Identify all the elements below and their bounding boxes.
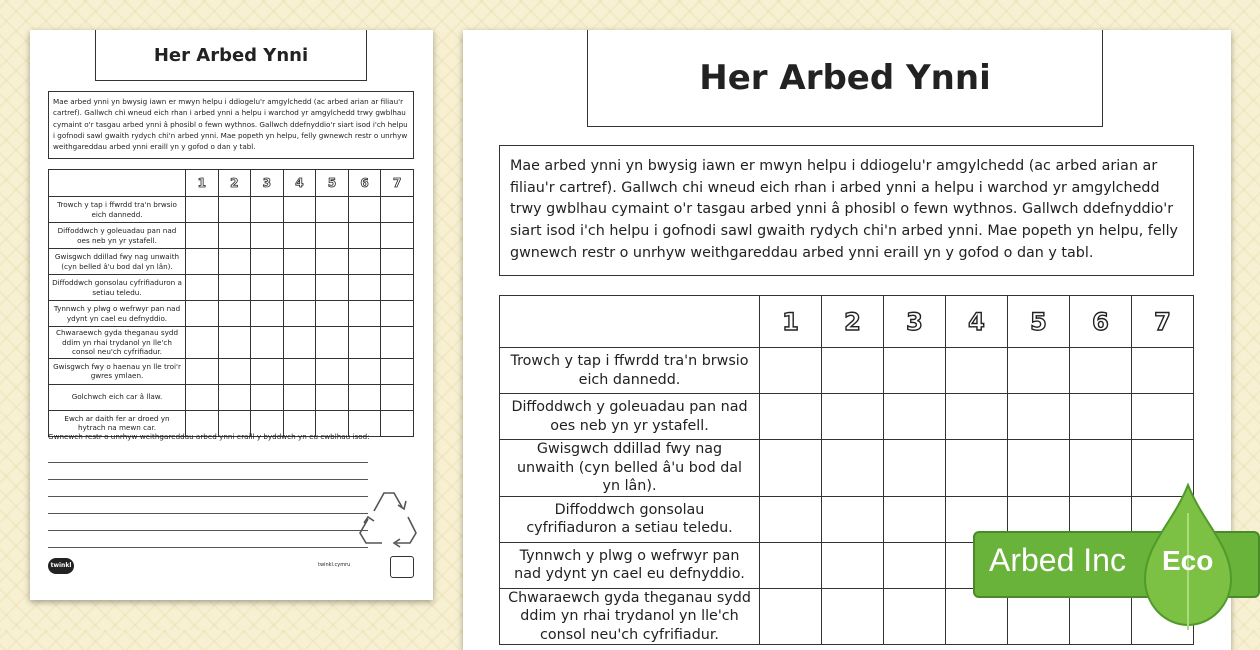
tally-cell[interactable]	[218, 301, 251, 327]
day-header-6: 6	[1070, 296, 1132, 348]
tally-cell[interactable]	[218, 197, 251, 223]
tally-cell[interactable]	[283, 197, 316, 223]
tally-cell[interactable]	[186, 275, 219, 301]
task-label: Trowch y tap i ffwrdd tra'n brwsio eich dannedd.	[49, 197, 186, 223]
tally-cell[interactable]	[884, 542, 946, 588]
tally-cell[interactable]	[381, 410, 414, 436]
task-label: Ewch ar daith fer ar droed yn hytrach na mewn car.	[49, 410, 186, 436]
day-header-5: 5	[1008, 296, 1070, 348]
twinkl-logo: twinkl	[48, 558, 74, 574]
day-header-1: 1	[186, 170, 219, 197]
task-label: Golchwch eich car â llaw.	[49, 384, 186, 410]
task-label: Diffoddwch y goleuadau pan nad oes neb yn yr ystafell.	[500, 394, 760, 440]
tally-cell[interactable]	[186, 197, 219, 223]
tally-cell[interactable]	[218, 275, 251, 301]
task-label: Diffoddwch gonsolau cyfrifiaduron a setiau teledu.	[49, 275, 186, 301]
banner-label: Arbed Inc	[989, 542, 1126, 578]
tally-cell[interactable]	[1070, 348, 1132, 394]
day-header-1: 1	[760, 296, 822, 348]
day-header-4: 4	[283, 170, 316, 197]
tally-cell[interactable]	[760, 542, 822, 588]
tally-cell[interactable]	[283, 275, 316, 301]
tally-cell[interactable]	[884, 394, 946, 440]
table-row	[49, 301, 414, 327]
day-header-3: 3	[884, 296, 946, 348]
tally-cell[interactable]	[381, 301, 414, 327]
tally-cell[interactable]	[283, 301, 316, 327]
tally-cell[interactable]	[381, 249, 414, 275]
day-header-7: 7	[381, 170, 414, 197]
tally-cell[interactable]	[251, 249, 284, 275]
tally-cell[interactable]	[348, 275, 381, 301]
day-header-5: 5	[316, 170, 349, 197]
task-label: Chwaraewch gyda theganau sydd ddim yn rhai trydanol yn lle'ch consol neu'ch cyfrifiadur.	[49, 327, 186, 359]
website-url: twinkl.cymru	[318, 562, 351, 568]
table-row	[49, 197, 414, 223]
tally-cell[interactable]	[884, 440, 946, 497]
tally-cell[interactable]	[822, 542, 884, 588]
tally-cell[interactable]	[186, 327, 219, 359]
tally-cell[interactable]	[283, 327, 316, 359]
eco-badge-icon	[390, 556, 414, 578]
eco-word: Eco	[1162, 545, 1214, 576]
tally-cell[interactable]	[348, 327, 381, 359]
tally-table	[48, 169, 414, 437]
tally-cell[interactable]	[186, 384, 219, 410]
tally-cell[interactable]	[218, 327, 251, 359]
tally-cell[interactable]	[348, 384, 381, 410]
tally-cell[interactable]	[381, 223, 414, 249]
task-label: Diffoddwch gonsolau cyfrifiaduron a setiau teledu.	[500, 496, 760, 542]
tally-cell[interactable]	[251, 358, 284, 384]
tally-cell[interactable]	[316, 358, 349, 384]
tally-cell[interactable]	[348, 301, 381, 327]
footer-prompt: Gwnewch restr o unrhyw weithgareddau arbed ynni eraill y byddwch yn eu cwblhau isod:	[48, 432, 370, 441]
tally-cell[interactable]	[822, 440, 884, 497]
day-header-7: 7	[1132, 296, 1194, 348]
tally-cell[interactable]	[884, 588, 946, 645]
tally-cell[interactable]	[186, 301, 219, 327]
tally-cell[interactable]	[381, 275, 414, 301]
tally-cell[interactable]	[186, 223, 219, 249]
tally-cell[interactable]	[218, 249, 251, 275]
tally-cell[interactable]	[348, 358, 381, 384]
tally-cell[interactable]	[822, 348, 884, 394]
table-row	[49, 275, 414, 301]
tally-cell[interactable]	[381, 384, 414, 410]
tally-cell[interactable]	[218, 223, 251, 249]
tally-cell[interactable]	[1008, 394, 1070, 440]
tally-cell[interactable]	[218, 358, 251, 384]
tally-cell[interactable]	[251, 223, 284, 249]
task-label: Trowch y tap i ffwrdd tra'n brwsio eich dannedd.	[500, 348, 760, 394]
tally-cell[interactable]	[381, 327, 414, 359]
day-header-2: 2	[218, 170, 251, 197]
thumbnail-worksheet	[30, 30, 433, 600]
tally-cell[interactable]	[760, 394, 822, 440]
tally-cell[interactable]	[946, 440, 1008, 497]
tally-cell[interactable]	[1132, 394, 1194, 440]
tally-cell[interactable]	[884, 348, 946, 394]
tally-cell[interactable]	[316, 327, 349, 359]
tally-cell[interactable]	[316, 301, 349, 327]
day-header-4: 4	[946, 296, 1008, 348]
tally-cell[interactable]	[760, 440, 822, 497]
tally-cell[interactable]	[760, 496, 822, 542]
task-label: Tynnwch y plwg o wefrwyr pan nad ydynt yn cael eu defnyddio.	[500, 542, 760, 588]
task-label: Tynnwch y plwg o wefrwyr pan nad ydynt yn cael eu defnyddio.	[49, 301, 186, 327]
day-header-2: 2	[822, 296, 884, 348]
task-label: Chwaraewch gyda theganau sydd ddim yn rhai trydanol yn lle'ch consol neu'ch cyfrifiadur.	[500, 588, 760, 645]
tally-cell[interactable]	[316, 275, 349, 301]
tally-cell[interactable]	[760, 348, 822, 394]
tally-cell[interactable]	[1070, 394, 1132, 440]
tally-cell[interactable]	[316, 223, 349, 249]
tally-cell[interactable]	[348, 197, 381, 223]
task-label: Gwisgwch ddillad fwy nag unwaith (cyn belled â'u bod dal yn lân).	[49, 249, 186, 275]
tally-cell[interactable]	[186, 358, 219, 384]
table-row	[49, 384, 414, 410]
table-row	[49, 249, 414, 275]
tally-cell[interactable]	[348, 249, 381, 275]
tally-cell[interactable]	[316, 197, 349, 223]
tally-cell[interactable]	[381, 358, 414, 384]
tally-cell[interactable]	[822, 394, 884, 440]
task-label: Gwisgwch ddillad fwy nag unwaith (cyn belled â'u bod dal yn lân).	[500, 440, 760, 497]
task-header-cell	[49, 170, 186, 197]
table-row	[500, 348, 1194, 394]
tally-cell[interactable]	[251, 197, 284, 223]
tally-cell[interactable]	[251, 384, 284, 410]
tally-cell[interactable]	[760, 588, 822, 645]
tally-cell[interactable]	[822, 496, 884, 542]
tally-cell[interactable]	[283, 249, 316, 275]
table-row	[500, 440, 1194, 497]
recycle-icon	[352, 483, 424, 553]
tally-cell[interactable]	[1008, 440, 1070, 497]
worksheet-title: Her Arbed Ynni	[587, 30, 1103, 127]
tally-cell[interactable]	[283, 223, 316, 249]
tally-cell[interactable]	[283, 384, 316, 410]
tally-cell[interactable]	[381, 197, 414, 223]
tally-cell[interactable]	[1132, 348, 1194, 394]
tally-cell[interactable]	[884, 496, 946, 542]
table-row	[49, 223, 414, 249]
day-header-6: 6	[348, 170, 381, 197]
day-header-3: 3	[251, 170, 284, 197]
tally-cell[interactable]	[316, 249, 349, 275]
tally-cell[interactable]	[283, 358, 316, 384]
tally-cell[interactable]	[946, 394, 1008, 440]
tally-cell[interactable]	[251, 275, 284, 301]
footer-bar	[48, 556, 414, 576]
tally-cell[interactable]	[822, 588, 884, 645]
table-row	[49, 327, 414, 359]
table-row	[500, 394, 1194, 440]
tally-cell[interactable]	[348, 223, 381, 249]
tally-cell[interactable]	[316, 384, 349, 410]
task-header-cell	[500, 296, 760, 348]
tally-cell[interactable]	[1008, 348, 1070, 394]
intro-text: Mae arbed ynni yn bwysig iawn er mwyn helpu i ddiogelu'r amgylchedd (ac arbed arian ar filiau'r cartref). Gallwch chi wneud eich rhan i arbed ynni a helpu i warchod yr amgylchedd trwy gwblhau cymaint o'r tasgau arbed ynni â phosibl o fewn wythnos. Gallwch ddefnyddio'r siart isod i'ch helpu i gofnodi sawl gwaith rydych chi'n arbed ynni. Mae popeth yn helpu, felly gwnewch restr o unrhyw weithgareddau arbed ynni eraill yn y gofod o dan y tabl.	[48, 91, 414, 159]
table-row	[49, 358, 414, 384]
task-label: Gwisgwch fwy o haenau yn lle troi'r gwres ymlaen.	[49, 358, 186, 384]
tally-cell[interactable]	[186, 249, 219, 275]
tally-cell[interactable]	[251, 327, 284, 359]
tally-cell[interactable]	[1070, 440, 1132, 497]
tally-cell[interactable]	[251, 301, 284, 327]
tally-cell[interactable]	[218, 384, 251, 410]
task-label: Diffoddwch y goleuadau pan nad oes neb yn yr ystafell.	[49, 223, 186, 249]
worksheet-title: Her Arbed Ynni	[95, 30, 367, 81]
writing-lines	[48, 446, 368, 548]
tally-cell[interactable]	[946, 348, 1008, 394]
intro-text: Mae arbed ynni yn bwysig iawn er mwyn helpu i ddiogelu'r amgylchedd (ac arbed arian ar filiau'r cartref). Gallwch chi wneud eich rhan i arbed ynni a helpu i warchod yr amgylchedd trwy gwblhau cymaint o'r tasgau arbed ynni â phosibl o fewn wythnos. Gallwch ddefnyddio'r siart isod i'ch helpu i gofnodi sawl gwaith rydych chi'n arbed ynni. Mae popeth yn helpu, felly gwnewch restr o unrhyw weithgareddau arbed ynni eraill yn y gofod o dan y tabl.	[499, 145, 1194, 276]
